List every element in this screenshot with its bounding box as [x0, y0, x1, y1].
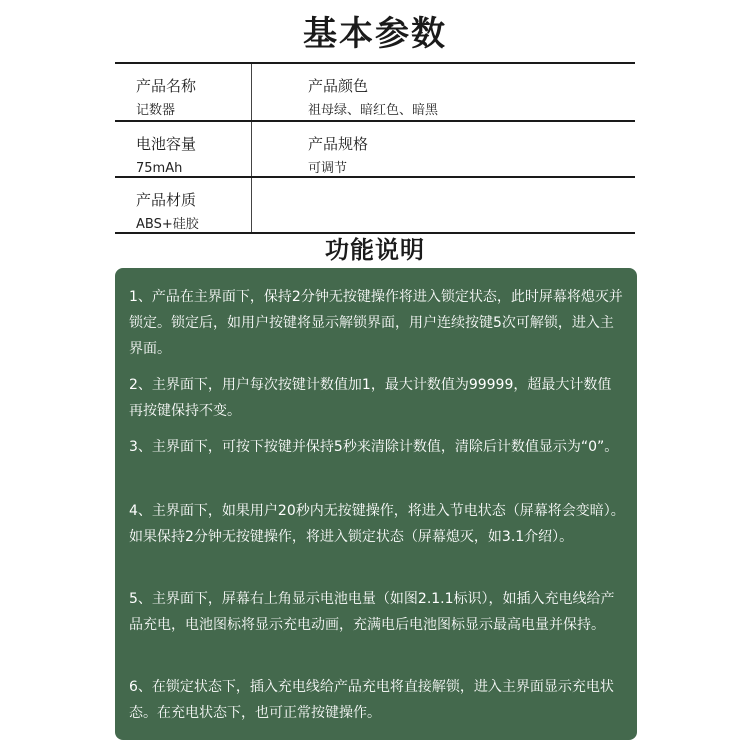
spec-label: 产品名称: [136, 77, 197, 95]
spec-value: 记数器: [136, 103, 176, 118]
section-title: 功能说明: [325, 236, 425, 264]
function-description-panel: [115, 268, 637, 740]
spec-row: [115, 176, 635, 232]
spec-cell-product-color: [308, 64, 628, 118]
spec-row: [115, 120, 635, 176]
spec-cell-battery: [136, 122, 246, 176]
spec-cell-product-name: [136, 64, 246, 118]
spec-value: ABS+硅胶: [136, 217, 199, 232]
spec-cell-material: [136, 178, 246, 232]
spec-label: 产品颜色: [308, 77, 369, 95]
function-paragraph: 4、主界面下，如果用户20秒内无按键操作，将进入节电状态（屏幕将会变暗）。如果保持2分钟无按键操作，将进入锁定状态（屏幕熄灭，如3.1介绍）。: [129, 503, 625, 545]
spec-label: 产品材质: [136, 191, 197, 209]
function-paragraph: 3、主界面下，可按下按键并保持5秒来清除计数值，清除后计数值显示为“0”。: [129, 439, 619, 455]
spec-label: 电池容量: [136, 135, 197, 153]
function-paragraph: 5、主界面下，屏幕右上角显示电池电量（如图2.1.1标识），如插入充电线给产品充电，电池图标将显示充电动画，充满电后电池图标显示最高电量并保持。: [129, 591, 615, 633]
spec-value: 祖母绿、暗红色、暗黑: [308, 103, 439, 118]
page-title: 基本参数: [303, 14, 447, 54]
function-paragraph: 6、在锁定状态下，插入充电线给产品充电将直接解锁，进入主界面显示充电状态。在充电状态下，也可正常按键操作。: [129, 679, 614, 721]
function-paragraph: 2、主界面下，用户每次按键计数值加1，最大计数值为99999，超最大计数值再按键保持不变。: [129, 377, 612, 419]
spec-cell-size: [308, 122, 628, 176]
function-paragraph: 1、产品在主界面下，保持2分钟无按键操作将进入锁定状态，此时屏幕将熄灭并锁定。锁定后，如用户按键将显示解锁界面，用户连续按键5次可解锁，进入主界面。: [129, 289, 623, 357]
spec-value: 75mAh: [136, 161, 183, 176]
spec-label: 产品规格: [308, 135, 369, 153]
spec-row: [115, 64, 635, 118]
spec-value: 可调节: [308, 161, 348, 176]
spec-table: [115, 62, 635, 234]
spec-cell-empty: [308, 178, 628, 232]
